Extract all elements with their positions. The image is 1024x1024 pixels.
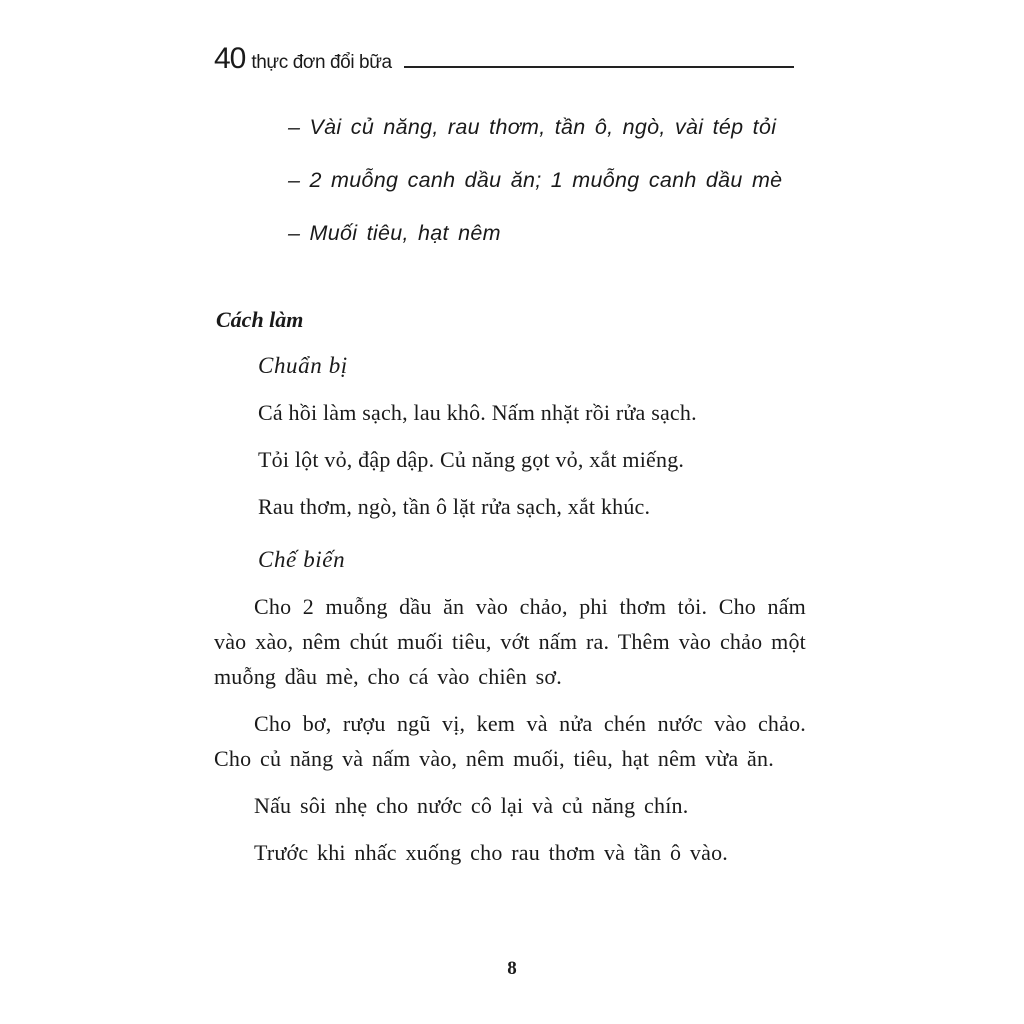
ingredient-item: – 2 muỗng canh dầu ăn; 1 muỗng canh dầu mè (288, 168, 783, 192)
cook-paragraph: Trước khi nhấc xuống cho rau thơm và tần ô vào. (254, 840, 728, 865)
page-number: 8 (507, 958, 517, 979)
ingredient-item: – Vài củ năng, rau thơm, tần ô, ngò, vài tép tỏi (288, 115, 777, 139)
cook-paragraph: Cho bơ, rượu ngũ vị, kem và nửa chén nước vào chảo. Cho củ năng và nấm vào, nêm muối, tiêu, hạt nêm vừa ăn. (214, 711, 806, 771)
method-body (214, 348, 806, 882)
prep-heading: Chuẩn bị (258, 353, 348, 378)
ingredient-list (288, 112, 810, 271)
method-heading: Cách làm (216, 307, 304, 332)
prep-line: Cá hồi làm sạch, lau khô. Nấm nhặt rồi rửa sạch. (258, 400, 697, 425)
prep-line: Rau thơm, ngò, tần ô lặt rửa sạch, xắt khúc. (258, 494, 651, 519)
header-number: 40 (214, 42, 246, 75)
cook-paragraph: Cho 2 muỗng dầu ăn vào chảo, phi thơm tỏi. Cho nấm vào xào, nêm chút muối tiêu, vớt nấm ra. Thêm vào chảo một muỗng dầu mè, cho cá vào chiên sơ. (214, 594, 806, 689)
cook-heading: Chế biến (258, 547, 346, 572)
running-header (214, 38, 794, 74)
header-title: thực đơn đổi bữa (251, 52, 392, 73)
header-rule (404, 66, 794, 68)
prep-line: Tỏi lột vỏ, đập dập. Củ năng gọt vỏ, xắt miếng. (258, 447, 685, 472)
cook-paragraph: Nấu sôi nhẹ cho nước cô lại và củ năng chín. (254, 793, 689, 818)
ingredient-item: – Muối tiêu, hạt nêm (288, 221, 501, 245)
